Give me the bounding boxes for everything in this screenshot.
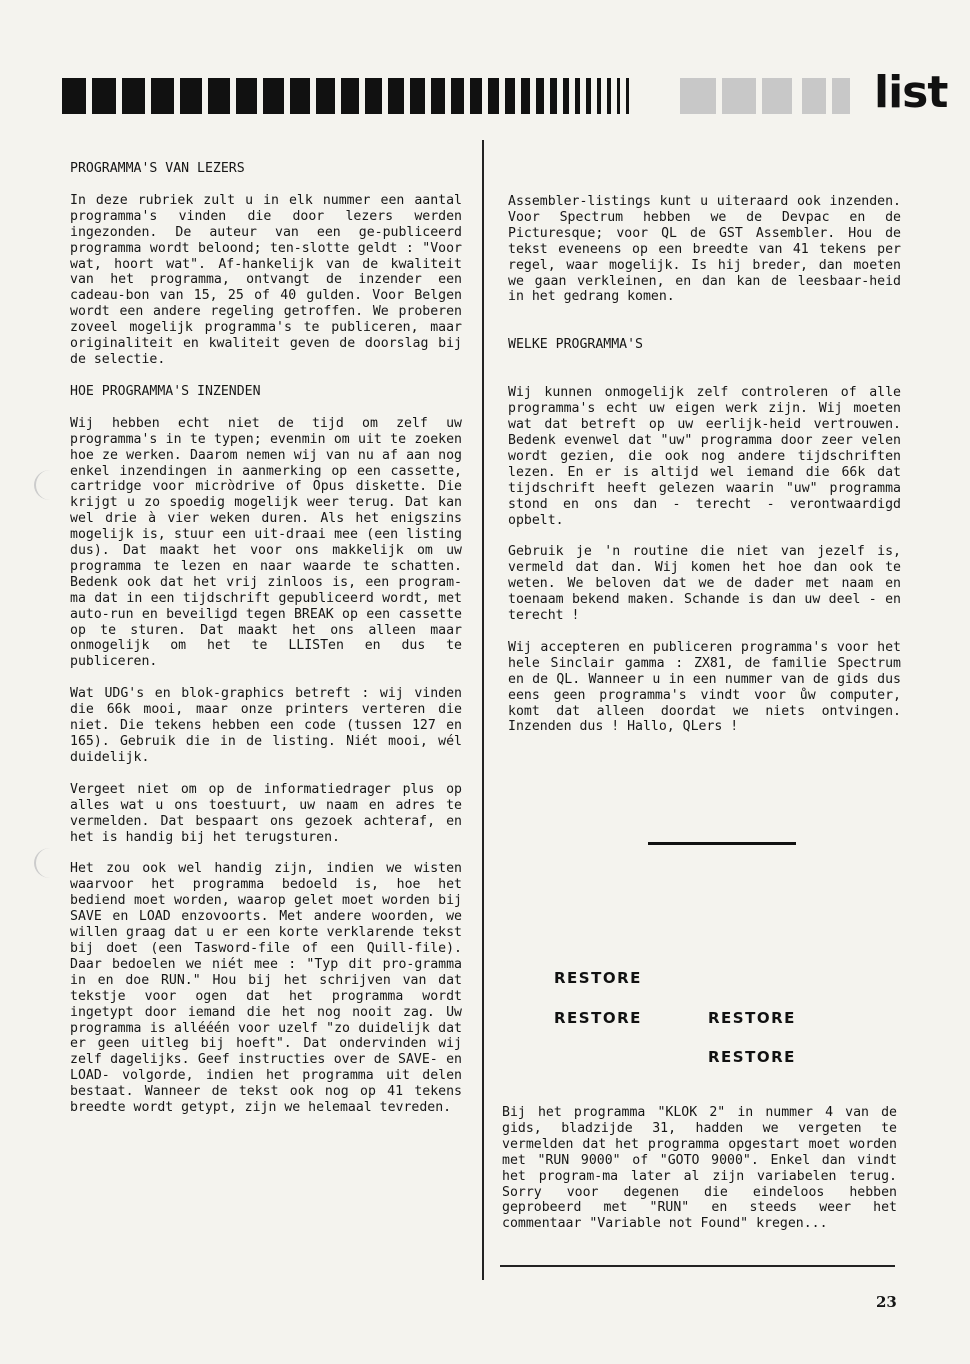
left-column	[70, 161, 462, 1116]
banner-bar	[388, 78, 404, 114]
banner-bar	[521, 78, 530, 114]
banner-bar-faded	[722, 78, 756, 114]
restore-heading: RESTORE	[708, 1009, 796, 1027]
banner-bar-faded	[802, 78, 826, 114]
banner-bar	[597, 78, 601, 114]
banner-bar	[122, 78, 145, 114]
paragraph: Vergeet niet om op de informatiedrager plus op alles wat u ons toestuurt, uw naam en adres te vermelden. Dat bespaart ons gezoek achteraf, en het is handig bij het terugsturen.	[70, 781, 462, 845]
header-banner	[62, 67, 948, 118]
banner-bar	[488, 78, 499, 114]
banner-bar	[341, 78, 359, 114]
banner-bar	[550, 78, 557, 114]
banner-bar	[586, 78, 591, 114]
banner-bar	[151, 78, 174, 114]
banner-bar	[563, 78, 569, 114]
section-rule	[648, 842, 796, 845]
paragraph: Assembler-listings kunt u uiteraard ook inzenden. Voor Spectrum hebben we de Devpac en de Picturesque; voor QL de GST Assembler. Hou de tekst eveneens op een breedte van 41 tekens per regel, waar mogelijk. Is hij breder, dan moeten we gaan verkleinen, en dan kan de leesbaar-heid in het gedrang komen.	[508, 194, 901, 305]
paragraph: Wij accepteren en publiceren programma's voor het hele Sinclair gamma : ZX81, de familie Spectrum en de QL. Wanneer u in een nummer van de gids dus eens geen programma's vindt voor ůw computer, komt dat alleen doordat we niets ontvingen. Inzenden dus ! Hallo, QLers !	[508, 639, 901, 735]
banner-bar	[290, 78, 310, 114]
banner-bar	[180, 78, 202, 114]
banner-bar	[575, 78, 580, 114]
punch-hole-mark	[34, 848, 66, 878]
banner-bar	[410, 78, 425, 114]
banner-bar	[236, 78, 257, 114]
banner-bar	[617, 78, 620, 114]
banner-bar	[316, 78, 335, 114]
banner-bar	[92, 78, 116, 114]
column-divider	[482, 140, 484, 1280]
restore-heading: RESTORE	[554, 969, 642, 987]
paragraph: Wij hebben echt niet de tijd om zelf uw programma's in te typen; evenmin om uit te zoeken hoe ze werken. Daarom nemen wij van nu af aan nog enkel inzendingen in aanmerking op een cassette, cartridge voor micròdrive of Opus diskette. Die krijgt u zo spoedig mogelijk weer terug. Dat kan wel drie à vier weken duren. Als het enigszins mogelijk is, stuur een uit-draai mee (een listing dus). Dat maakt het voor ons makkelijk om uw programma te lezen en naar waarde te schatten. Bedenk ook dat het vrij zinloos is, een program-ma dat in een tijdschrift gepubliceerd wordt, met auto-run en beveiligd tegen BREAK op een cassette op te sturen. Dat maakt het ons alleen maar onmogelijk om het te LLISTen en dus te publiceren.	[70, 415, 462, 670]
banner-bar	[263, 78, 284, 114]
banner-bar	[62, 78, 86, 114]
paragraph: Wat UDG's en blok-graphics betreft : wij vinden die 66k mooi, maar onze printers verteren die niet. Die tekens hebben een code (tussen 127 en 165). Gebruik die in de listing. Niét mooi, wél duidelijk.	[70, 686, 462, 765]
banner-bar	[505, 78, 515, 114]
banner-bar	[536, 78, 544, 114]
banner-bar	[431, 78, 445, 114]
section-title-welke: WELKE PROGRAMMA'S	[508, 337, 643, 353]
punch-hole-mark	[34, 470, 66, 500]
page-number: 23	[876, 1293, 897, 1311]
right-column	[508, 194, 901, 735]
list-logo: list	[874, 67, 948, 118]
section-title-lezers: PROGRAMMA'S VAN LEZERS	[70, 161, 245, 176]
restore-heading: RESTORE	[554, 1009, 642, 1027]
banner-bar-faded	[832, 78, 850, 114]
bottom-rule	[500, 1265, 895, 1267]
paragraph: In deze rubriek zult u in elk nummer een aantal programma's vinden die door lezers werden ingezonden. De auteur van een ge-publiceerd programma wordt beloond; ten-slotte geldt : "Voor wat, hoort wat". Af-hankelijk van de kwaliteit van het programma, ontvangt de inzender een cadeau-bon van 15, 25 of 40 gulden. Voor Belgen wordt een andere regeling getroffen. We proberen zoveel mogelijk programma's te publiceren, maar originaliteit en kwaliteit geven de doorslag bij de selectie.	[70, 192, 462, 367]
paragraph: Het zou ook wel handig zijn, indien we wisten waarvoor het programma bedoeld is, hoe het bediend moet worden, waarop gelet moet worden bij SAVE en LOAD enzovoorts. Met andere woorden, we willen graag dat u er een korte verklarende tekst bij doet (een Tasword-file of een Quill-file). Daar bedoelen we niét mee : "Typ dit pro-gramma in en doe RUN." Hou bij het schrijven van dat tekstje voor ogen dat het programma wordt ingetypt door iemand die het nog nooit zag. Uw programma is allééén voor uzelf "zo duidelijk dat er geen uitleg bij hoeft". Dat ondervinden wij zelf dagelijks. Geef instructies over de SAVE- en LOAD- volgorde, indien het programma uit delen bestaat. Wanneer de tekst ook nog op 41 tekens breedte wordt getypt, zijn we helemaal tevreden.	[70, 861, 462, 1116]
restore-heading: RESTORE	[708, 1048, 796, 1066]
banner-bar-faded	[680, 78, 716, 114]
paragraph: Gebruik je 'n routine die niet van jezelf is, vermeld dat dan. Wij komen het hoe dan ook te weten. We beloven dat we de dader met naam en toenaam bekend maken. Schande is dan uw deel - en terecht !	[508, 544, 901, 624]
banner-bar	[451, 78, 464, 114]
section-title-inzenden: HOE PROGRAMMA'S INZENDEN	[70, 383, 261, 399]
banner-bar-faded	[762, 78, 792, 114]
banner-bar	[607, 78, 611, 114]
banner-bar	[208, 78, 230, 114]
paragraph: Wij kunnen onmogelijk zelf controleren of alle programma's echt uw eigen werk zijn. Wij moeten wat dat betreft op uw eerlijk-heid vertrouwen. Bedenk evenwel dat "uw" programma door zeer velen wordt gezien, die ook nog andere tijdschriften lezen. En er is altijd wel iemand die 66k dat tijdschrift heeft gelezen waarin "uw" programma stond en ons dan - terecht - verontwaardigd opbelt.	[508, 385, 901, 528]
banner-bar	[470, 78, 482, 114]
restore-paragraph: Bij het programma "KLOK 2" in nummer 4 van de gids, bladzijde 31, hadden we vergeten te vermelden dat het programma opgestart moet worden met "RUN 9000" of "GOTO 9000". Enkel dan vindt het program-ma later al zijn variabelen terug. Sorry voor degenen die eindeloos hebben geprobeerd met "RUN" en steeds weer het commentaar "Variable not Found" kregen...	[502, 1105, 897, 1232]
banner-bar	[626, 78, 629, 114]
banner-bar	[365, 78, 382, 114]
